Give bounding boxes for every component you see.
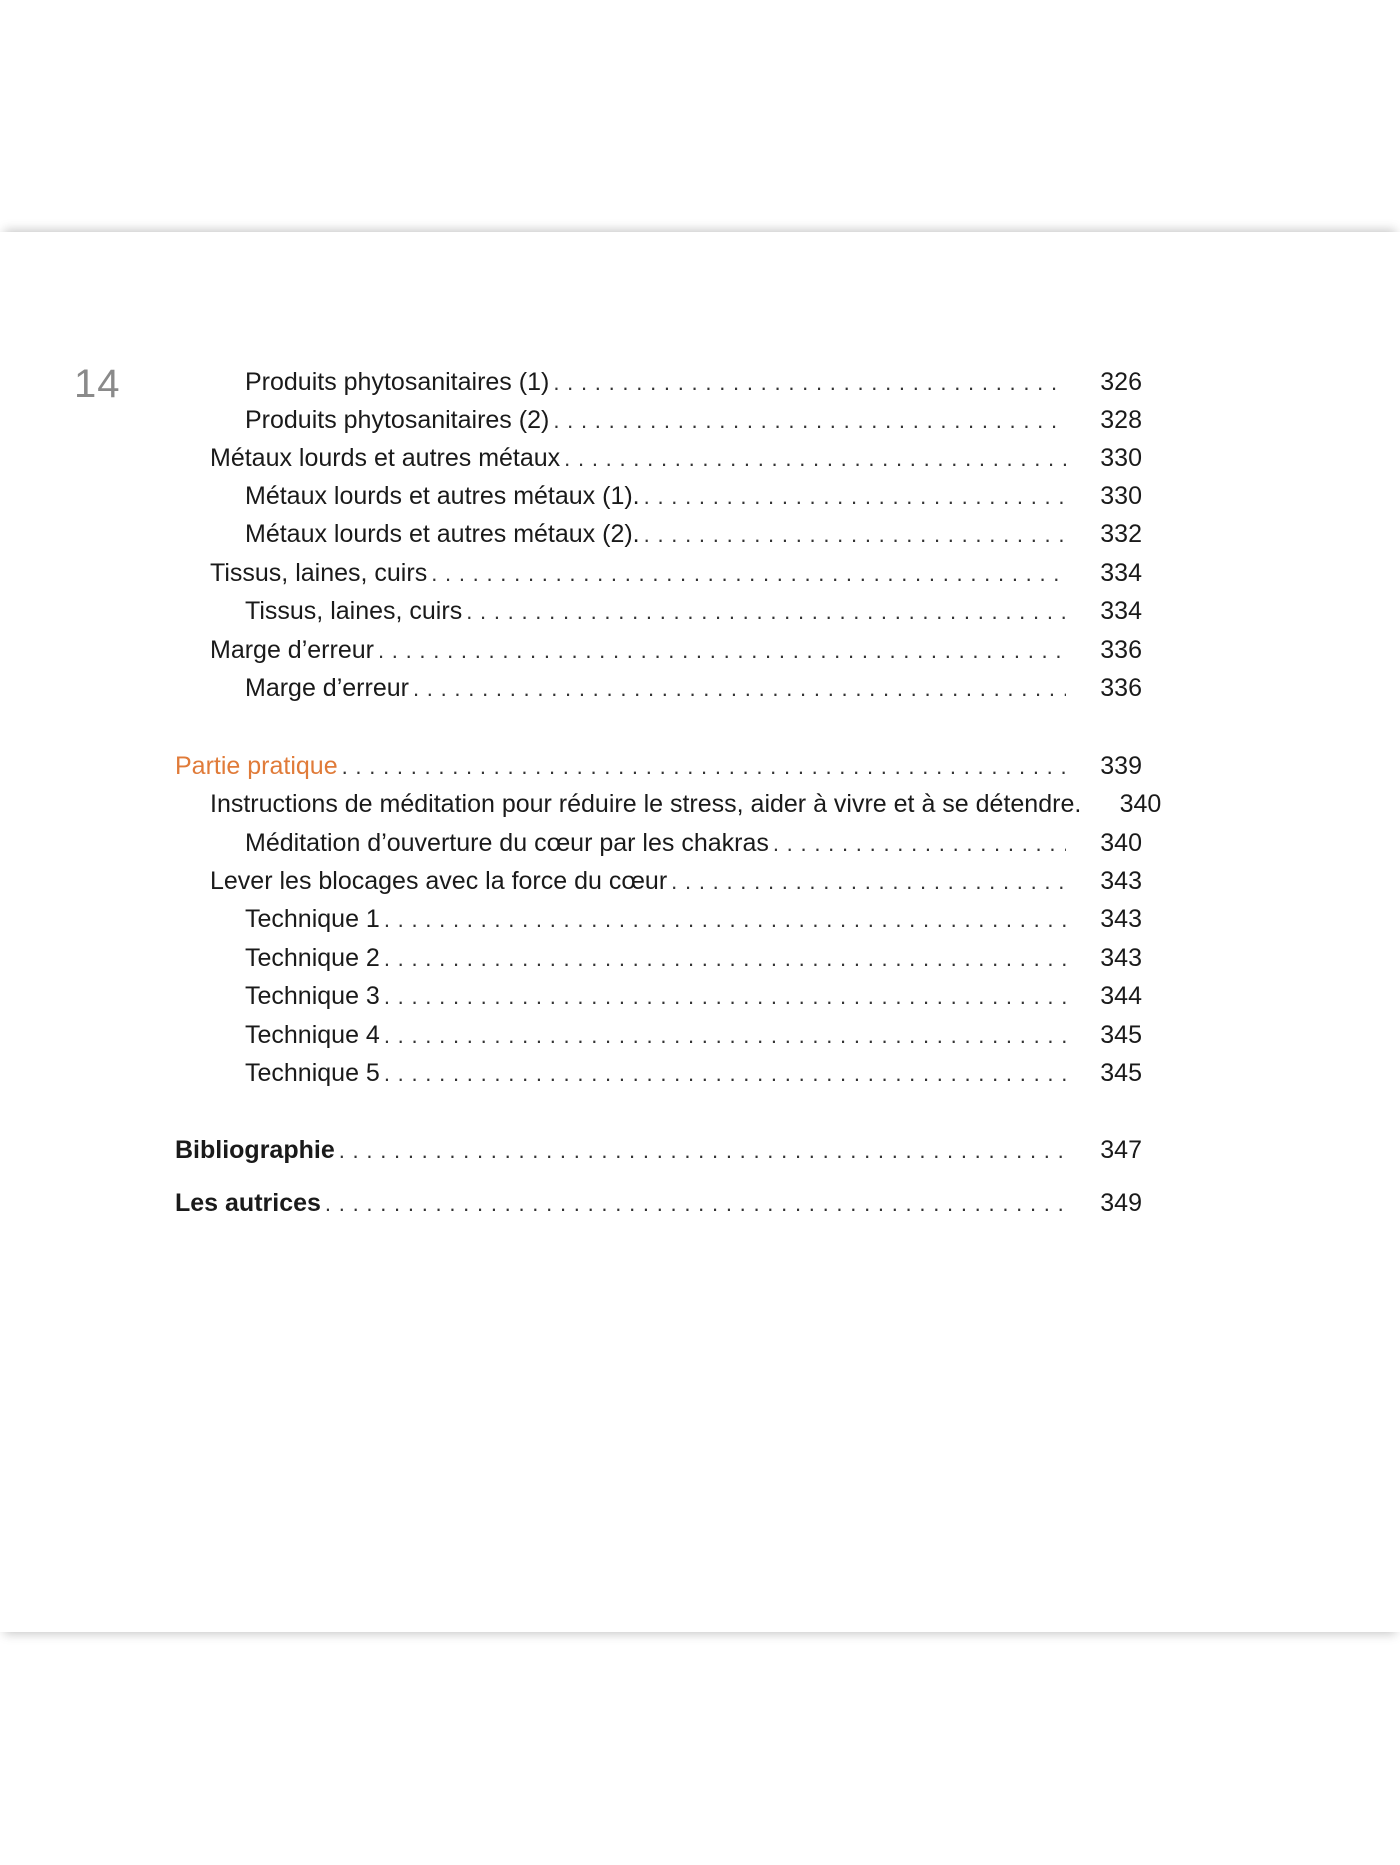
toc-entry-title: Instructions de méditation pour réduire le stress, aider à vivre et à se détendre.	[210, 790, 1082, 818]
toc-dot-leader	[384, 1056, 1066, 1092]
toc-entry	[245, 901, 1142, 937]
toc-entry	[245, 364, 1142, 400]
toc-entry-page: 328	[1100, 406, 1142, 434]
toc-entry-title: Produits phytosanitaires (2)	[245, 406, 550, 434]
toc-entry-page: 334	[1100, 559, 1142, 587]
toc-entry-title: Marge d’erreur	[210, 636, 374, 664]
toc-entry	[245, 402, 1142, 438]
toc-entry-page: 339	[1100, 752, 1142, 780]
toc-entry	[210, 440, 1142, 476]
toc-dot-leader	[553, 365, 1066, 401]
toc-dot-leader	[773, 826, 1066, 862]
toc-dot-leader	[564, 441, 1066, 477]
toc-dot-leader	[384, 902, 1066, 938]
toc-entry-title: Métaux lourds et autres métaux (1).	[245, 482, 640, 510]
toc-entry	[245, 593, 1142, 629]
toc-entry-page: 340	[1119, 790, 1162, 818]
toc-dot-leader	[342, 749, 1066, 785]
toc-entry-page: 332	[1100, 520, 1142, 548]
toc-entry-page: 330	[1100, 444, 1142, 472]
toc-entry-page: 345	[1100, 1021, 1142, 1049]
toc-entry-page: 349	[1100, 1189, 1142, 1217]
page-number: 14	[74, 362, 121, 406]
toc-entry	[245, 940, 1142, 976]
toc-entry	[245, 516, 1142, 552]
toc-entry-page: 340	[1100, 829, 1142, 857]
toc-section-les-autrices	[175, 1185, 1142, 1221]
toc-section-title: Les autrices	[175, 1189, 321, 1217]
toc-entry-page: 334	[1100, 597, 1142, 625]
toc-entry-title: Technique 5	[245, 1059, 380, 1087]
toc-entry	[210, 863, 1142, 899]
toc-dot-leader	[384, 941, 1066, 977]
toc-entry-page: 343	[1100, 867, 1142, 895]
toc-section-title: Bibliographie	[175, 1136, 335, 1164]
toc-entry-page: 343	[1100, 944, 1142, 972]
toc-entry	[210, 632, 1142, 668]
toc-entry-title: Technique 3	[245, 982, 380, 1010]
toc-entry-title: Lever les blocages avec la force du cœur	[210, 867, 668, 895]
toc-entry	[245, 670, 1142, 706]
toc-dot-leader	[339, 1133, 1066, 1169]
toc-entry-page: 345	[1100, 1059, 1142, 1087]
toc-entry-page: 330	[1100, 482, 1142, 510]
toc-entry-page: 326	[1100, 368, 1142, 396]
toc-entry-title: Technique 4	[245, 1021, 380, 1049]
toc-entry	[245, 825, 1142, 861]
toc-entry-title: Marge d’erreur	[245, 674, 409, 702]
toc-dot-leader	[671, 864, 1066, 900]
toc-dot-leader	[413, 671, 1066, 707]
toc-entry-title: Technique 2	[245, 944, 380, 972]
toc-dot-leader	[644, 479, 1066, 515]
toc-dot-leader	[431, 556, 1066, 592]
toc-entry-page: 343	[1100, 905, 1142, 933]
toc-entry-title: Technique 1	[245, 905, 380, 933]
toc-entry	[210, 555, 1142, 591]
toc-section-bibliographie	[175, 1132, 1142, 1168]
toc-entry-page: 347	[1100, 1136, 1142, 1164]
toc-entry-title: Tissus, laines, cuirs	[210, 559, 428, 587]
toc-entry	[245, 978, 1142, 1014]
toc-dot-leader	[553, 403, 1066, 439]
toc-section-partie-pratique	[175, 748, 1142, 784]
toc-entry-title: Méditation d’ouverture du cœur par les chakras	[245, 829, 769, 857]
toc-section-title: Partie pratique	[175, 752, 338, 780]
toc-dot-leader	[644, 517, 1066, 553]
toc-entry	[245, 478, 1142, 514]
toc-entry	[245, 1017, 1142, 1053]
toc-dot-leader	[384, 979, 1066, 1015]
toc-dot-leader	[378, 633, 1066, 669]
toc-entry-page: 344	[1100, 982, 1142, 1010]
toc-entry-title: Tissus, laines, cuirs	[245, 597, 463, 625]
toc-entry-page: 336	[1100, 674, 1142, 702]
toc-entry-title: Produits phytosanitaires (1)	[245, 368, 550, 396]
toc-entry-title: Métaux lourds et autres métaux	[210, 444, 561, 472]
toc-dot-leader	[466, 594, 1066, 630]
toc-entry	[245, 1055, 1142, 1091]
toc-entry	[210, 786, 1162, 822]
toc-dot-leader	[384, 1018, 1066, 1054]
toc-entry-title: Métaux lourds et autres métaux (2).	[245, 520, 640, 548]
toc-dot-leader	[325, 1186, 1066, 1222]
toc-entry-page: 336	[1100, 636, 1142, 664]
